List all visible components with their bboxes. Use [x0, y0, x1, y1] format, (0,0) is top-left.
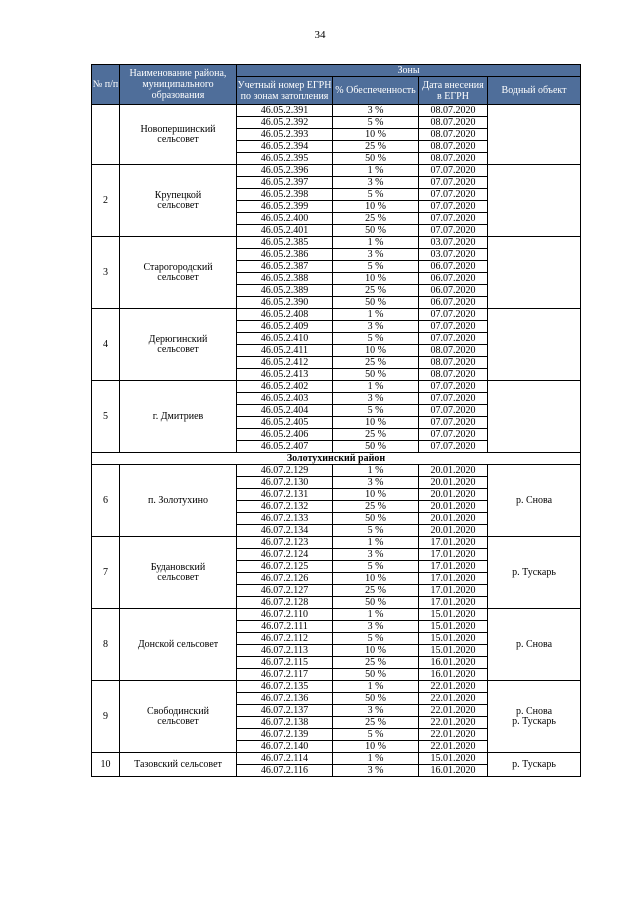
- cell-line: сельсовет: [157, 343, 199, 355]
- entry-date: 08.07.2020: [419, 153, 488, 165]
- water-body: [488, 537, 581, 609]
- entry-date: 07.07.2020: [419, 165, 488, 177]
- row-num: 6: [92, 465, 120, 537]
- water-body: [488, 165, 581, 237]
- table-body: [92, 105, 581, 777]
- header-name: Наименование района, муниципального образования: [120, 65, 237, 105]
- egrn-number: 46.07.2.128: [237, 597, 333, 609]
- municipality-name: [120, 681, 237, 753]
- egrn-number: 46.05.2.394: [237, 141, 333, 153]
- cell-line: р. Тускарь: [512, 758, 556, 770]
- percent: 50 %: [333, 153, 419, 165]
- entry-date: 06.07.2020: [419, 261, 488, 273]
- cell-line: Новопершинский: [140, 123, 216, 135]
- percent: 1 %: [333, 165, 419, 177]
- table-header: [92, 65, 581, 105]
- egrn-number: 46.07.2.110: [237, 609, 333, 621]
- entry-date: 22.01.2020: [419, 741, 488, 753]
- municipality-name: [120, 465, 237, 537]
- header-date: Дата внесения в ЕГРН: [419, 77, 488, 105]
- entry-date: 03.07.2020: [419, 237, 488, 249]
- entry-date: 06.07.2020: [419, 297, 488, 309]
- egrn-number: 46.05.2.399: [237, 201, 333, 213]
- entry-date: 15.01.2020: [419, 645, 488, 657]
- row-num: [92, 105, 120, 165]
- percent: 1 %: [333, 753, 419, 765]
- egrn-number: 46.07.2.127: [237, 585, 333, 597]
- percent: 5 %: [333, 333, 419, 345]
- entry-date: 08.07.2020: [419, 357, 488, 369]
- egrn-number: 46.05.2.386: [237, 249, 333, 261]
- egrn-number: 46.05.2.404: [237, 405, 333, 417]
- cell-line: Свободинский: [147, 705, 209, 717]
- egrn-number: 46.05.2.405: [237, 417, 333, 429]
- cell-line: р. Тускарь: [512, 715, 556, 727]
- entry-date: 15.01.2020: [419, 609, 488, 621]
- percent: 50 %: [333, 513, 419, 525]
- egrn-number: 46.07.2.111: [237, 621, 333, 633]
- egrn-number: 46.05.2.412: [237, 357, 333, 369]
- table-row: [92, 465, 581, 477]
- entry-date: 22.01.2020: [419, 729, 488, 741]
- section-row: [92, 453, 581, 465]
- percent: 10 %: [333, 417, 419, 429]
- percent: 10 %: [333, 273, 419, 285]
- cell-line: Будановский: [150, 561, 206, 573]
- percent: 5 %: [333, 729, 419, 741]
- cell-line: р. Тускарь: [512, 566, 556, 578]
- page-number: 34: [314, 29, 326, 41]
- municipality-name: [120, 381, 237, 453]
- percent: 25 %: [333, 357, 419, 369]
- cell-line: Крупецкой: [154, 189, 202, 201]
- entry-date: 20.01.2020: [419, 525, 488, 537]
- percent: 3 %: [333, 765, 419, 777]
- cell-line: Дерюгинский: [148, 333, 208, 345]
- egrn-number: 46.07.2.112: [237, 633, 333, 645]
- egrn-number: 46.07.2.137: [237, 705, 333, 717]
- egrn-number: 46.05.2.390: [237, 297, 333, 309]
- entry-date: 07.07.2020: [419, 213, 488, 225]
- header-percent: % Обеспеченность: [333, 77, 419, 105]
- entry-date: 08.07.2020: [419, 129, 488, 141]
- entry-date: 06.07.2020: [419, 285, 488, 297]
- egrn-number: 46.07.2.125: [237, 561, 333, 573]
- municipality-name: [120, 537, 237, 609]
- entry-date: 20.01.2020: [419, 501, 488, 513]
- table-row: [92, 381, 581, 393]
- egrn-number: 46.07.2.114: [237, 753, 333, 765]
- egrn-number: 46.05.2.389: [237, 285, 333, 297]
- entry-date: 07.07.2020: [419, 321, 488, 333]
- egrn-number: 46.07.2.133: [237, 513, 333, 525]
- egrn-number: 46.07.2.117: [237, 669, 333, 681]
- percent: 1 %: [333, 465, 419, 477]
- percent: 50 %: [333, 441, 419, 453]
- egrn-number: 46.05.2.403: [237, 393, 333, 405]
- percent: 1 %: [333, 381, 419, 393]
- egrn-number: 46.05.2.391: [237, 105, 333, 117]
- water-body: [488, 753, 581, 777]
- section-title: Золотухинский район: [92, 453, 581, 465]
- row-num: 2: [92, 165, 120, 237]
- percent: 50 %: [333, 597, 419, 609]
- header-egrn: Учетный номер ЕГРН по зонам затопления: [237, 77, 333, 105]
- entry-date: 07.07.2020: [419, 333, 488, 345]
- percent: 5 %: [333, 117, 419, 129]
- egrn-number: 46.05.2.411: [237, 345, 333, 357]
- water-body: [488, 681, 581, 753]
- flood-zones-table: [91, 64, 581, 777]
- entry-date: 16.01.2020: [419, 765, 488, 777]
- percent: 3 %: [333, 321, 419, 333]
- egrn-number: 46.07.2.140: [237, 741, 333, 753]
- table-row: [92, 105, 581, 117]
- table-row: [92, 681, 581, 693]
- entry-date: 20.01.2020: [419, 477, 488, 489]
- municipality-name: [120, 105, 237, 165]
- row-num: 3: [92, 237, 120, 309]
- egrn-number: 46.05.2.393: [237, 129, 333, 141]
- percent: 1 %: [333, 681, 419, 693]
- percent: 10 %: [333, 645, 419, 657]
- egrn-number: 46.07.2.132: [237, 501, 333, 513]
- entry-date: 06.07.2020: [419, 273, 488, 285]
- entry-date: 07.07.2020: [419, 417, 488, 429]
- percent: 5 %: [333, 405, 419, 417]
- entry-date: 07.07.2020: [419, 201, 488, 213]
- egrn-number: 46.05.2.409: [237, 321, 333, 333]
- entry-date: 08.07.2020: [419, 141, 488, 153]
- cell-line: Тазовский сельсовет: [134, 758, 222, 770]
- table-row: [92, 309, 581, 321]
- entry-date: 07.07.2020: [419, 189, 488, 201]
- percent: 10 %: [333, 201, 419, 213]
- percent: 5 %: [333, 261, 419, 273]
- egrn-number: 46.05.2.401: [237, 225, 333, 237]
- percent: 25 %: [333, 657, 419, 669]
- entry-date: 17.01.2020: [419, 585, 488, 597]
- table-row: [92, 537, 581, 549]
- percent: 1 %: [333, 309, 419, 321]
- percent: 25 %: [333, 501, 419, 513]
- egrn-number: 46.05.2.402: [237, 381, 333, 393]
- municipality-name: [120, 753, 237, 777]
- header-water: Водный объект: [488, 77, 581, 105]
- entry-date: 07.07.2020: [419, 441, 488, 453]
- entry-date: 08.07.2020: [419, 117, 488, 129]
- egrn-number: 46.07.2.134: [237, 525, 333, 537]
- table-row: [92, 237, 581, 249]
- egrn-number: 46.07.2.116: [237, 765, 333, 777]
- entry-date: 07.07.2020: [419, 405, 488, 417]
- cell-line: г. Дмитриев: [152, 410, 204, 422]
- percent: 10 %: [333, 345, 419, 357]
- row-num: 8: [92, 609, 120, 681]
- row-num: 7: [92, 537, 120, 609]
- entry-date: 17.01.2020: [419, 561, 488, 573]
- entry-date: 17.01.2020: [419, 537, 488, 549]
- municipality-name: [120, 309, 237, 381]
- entry-date: 16.01.2020: [419, 669, 488, 681]
- percent: 3 %: [333, 105, 419, 117]
- percent: 5 %: [333, 561, 419, 573]
- egrn-number: 46.07.2.136: [237, 693, 333, 705]
- entry-date: 07.07.2020: [419, 393, 488, 405]
- cell-line: сельсовет: [157, 133, 199, 145]
- entry-date: 15.01.2020: [419, 621, 488, 633]
- egrn-number: 46.05.2.387: [237, 261, 333, 273]
- cell-line: сельсовет: [157, 571, 199, 583]
- entry-date: 07.07.2020: [419, 177, 488, 189]
- entry-date: 08.07.2020: [419, 369, 488, 381]
- percent: 25 %: [333, 717, 419, 729]
- entry-date: 17.01.2020: [419, 597, 488, 609]
- entry-date: 07.07.2020: [419, 381, 488, 393]
- percent: 5 %: [333, 633, 419, 645]
- entry-date: 07.07.2020: [419, 309, 488, 321]
- percent: 3 %: [333, 249, 419, 261]
- cell-line: сельсовет: [157, 715, 199, 727]
- egrn-number: 46.07.2.135: [237, 681, 333, 693]
- egrn-number: 46.05.2.388: [237, 273, 333, 285]
- percent: 1 %: [333, 609, 419, 621]
- percent: 50 %: [333, 693, 419, 705]
- percent: 3 %: [333, 177, 419, 189]
- percent: 5 %: [333, 525, 419, 537]
- percent: 25 %: [333, 285, 419, 297]
- egrn-number: 46.05.2.397: [237, 177, 333, 189]
- header-num: № п/п: [92, 65, 120, 105]
- entry-date: 20.01.2020: [419, 513, 488, 525]
- water-body: [488, 465, 581, 537]
- cell-line: р. Снова: [515, 494, 553, 506]
- percent: 25 %: [333, 213, 419, 225]
- percent: 3 %: [333, 477, 419, 489]
- egrn-number: 46.07.2.129: [237, 465, 333, 477]
- percent: 25 %: [333, 141, 419, 153]
- row-num: 4: [92, 309, 120, 381]
- egrn-number: 46.05.2.406: [237, 429, 333, 441]
- cell-line: сельсовет: [157, 199, 199, 211]
- cell-line: Донской сельсовет: [137, 638, 219, 650]
- percent: 1 %: [333, 237, 419, 249]
- egrn-number: 46.05.2.385: [237, 237, 333, 249]
- entry-date: 22.01.2020: [419, 705, 488, 717]
- percent: 50 %: [333, 297, 419, 309]
- egrn-number: 46.07.2.113: [237, 645, 333, 657]
- percent: 25 %: [333, 585, 419, 597]
- egrn-number: 46.05.2.400: [237, 213, 333, 225]
- table-row: [92, 609, 581, 621]
- cell-line: Старогородский: [143, 261, 213, 273]
- entry-date: 20.01.2020: [419, 465, 488, 477]
- entry-date: 22.01.2020: [419, 717, 488, 729]
- entry-date: 07.07.2020: [419, 429, 488, 441]
- municipality-name: [120, 237, 237, 309]
- entry-date: 16.01.2020: [419, 657, 488, 669]
- egrn-number: 46.05.2.395: [237, 153, 333, 165]
- entry-date: 17.01.2020: [419, 549, 488, 561]
- entry-date: 07.07.2020: [419, 225, 488, 237]
- row-num: 10: [92, 753, 120, 777]
- percent: 1 %: [333, 537, 419, 549]
- entry-date: 22.01.2020: [419, 693, 488, 705]
- cell-line: п. Золотухино: [147, 494, 209, 506]
- egrn-number: 46.07.2.139: [237, 729, 333, 741]
- percent: 10 %: [333, 573, 419, 585]
- egrn-number: 46.07.2.131: [237, 489, 333, 501]
- percent: 5 %: [333, 189, 419, 201]
- percent: 10 %: [333, 741, 419, 753]
- percent: 10 %: [333, 489, 419, 501]
- water-body: [488, 237, 581, 309]
- municipality-name: [120, 609, 237, 681]
- percent: 50 %: [333, 369, 419, 381]
- egrn-number: 46.07.2.130: [237, 477, 333, 489]
- egrn-number: 46.05.2.392: [237, 117, 333, 129]
- table-row: [92, 753, 581, 765]
- entry-date: 20.01.2020: [419, 489, 488, 501]
- entry-date: 08.07.2020: [419, 345, 488, 357]
- entry-date: 15.01.2020: [419, 633, 488, 645]
- entry-date: 08.07.2020: [419, 105, 488, 117]
- water-body: [488, 381, 581, 453]
- entry-date: 22.01.2020: [419, 681, 488, 693]
- water-body: [488, 609, 581, 681]
- header-zones: Зоны: [237, 65, 581, 77]
- egrn-number: 46.05.2.407: [237, 441, 333, 453]
- cell-line: р. Снова: [515, 705, 553, 717]
- percent: 3 %: [333, 621, 419, 633]
- egrn-number: 46.05.2.398: [237, 189, 333, 201]
- percent: 3 %: [333, 393, 419, 405]
- percent: 3 %: [333, 549, 419, 561]
- egrn-number: 46.07.2.123: [237, 537, 333, 549]
- entry-date: 03.07.2020: [419, 249, 488, 261]
- table-row: [92, 165, 581, 177]
- percent: 50 %: [333, 669, 419, 681]
- egrn-number: 46.05.2.396: [237, 165, 333, 177]
- egrn-number: 46.07.2.138: [237, 717, 333, 729]
- egrn-number: 46.07.2.126: [237, 573, 333, 585]
- water-body: [488, 309, 581, 381]
- cell-line: сельсовет: [157, 271, 199, 283]
- egrn-number: 46.07.2.115: [237, 657, 333, 669]
- egrn-number: 46.05.2.408: [237, 309, 333, 321]
- water-body: [488, 105, 581, 165]
- row-num: 5: [92, 381, 120, 453]
- entry-date: 15.01.2020: [419, 753, 488, 765]
- egrn-number: 46.07.2.124: [237, 549, 333, 561]
- percent: 3 %: [333, 705, 419, 717]
- entry-date: 17.01.2020: [419, 573, 488, 585]
- cell-line: р. Снова: [515, 638, 553, 650]
- percent: 10 %: [333, 129, 419, 141]
- egrn-number: 46.05.2.413: [237, 369, 333, 381]
- percent: 50 %: [333, 225, 419, 237]
- egrn-number: 46.05.2.410: [237, 333, 333, 345]
- municipality-name: [120, 165, 237, 237]
- percent: 25 %: [333, 429, 419, 441]
- row-num: 9: [92, 681, 120, 753]
